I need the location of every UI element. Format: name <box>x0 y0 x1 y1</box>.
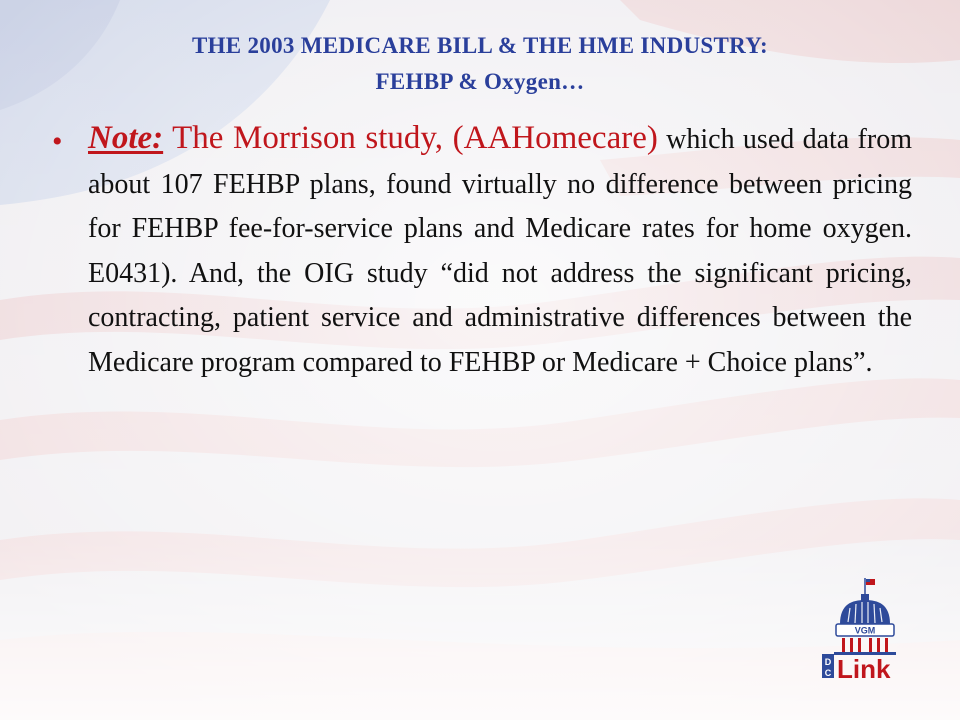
bullet-paragraph <box>88 116 912 385</box>
logo-word: Link <box>837 654 891 682</box>
slide-title-line-2: FEHBP & Oxygen… <box>375 69 585 94</box>
slide-title-line-1: THE 2003 MEDICARE BILL & THE HME INDUSTRY: <box>191 33 769 58</box>
lead-text: The Morrison study, (AAHomecare) <box>163 120 658 156</box>
bullet-point <box>52 116 912 385</box>
body-text: which used data from about 107 FEHBP plans, found virtually no difference between pricing for FEHBP fee-for-service plans and Medicare rates for home oxygen. E0431). And, the OIG study “did not address the significant pricing, contracting, patient service and administrative differences between the Medicare program compared to FEHBP or Medicare + Choice plans”. <box>88 124 912 378</box>
svg-text:C: C <box>824 668 832 678</box>
note-label: Note: <box>88 120 164 156</box>
bullet-marker: • <box>52 125 63 158</box>
bullet-lead <box>88 120 658 156</box>
slide-title <box>40 28 920 100</box>
vgm-dc-link-logo <box>818 576 912 682</box>
logo-band-text: VGM <box>854 625 876 636</box>
svg-text:D: D <box>824 657 832 667</box>
